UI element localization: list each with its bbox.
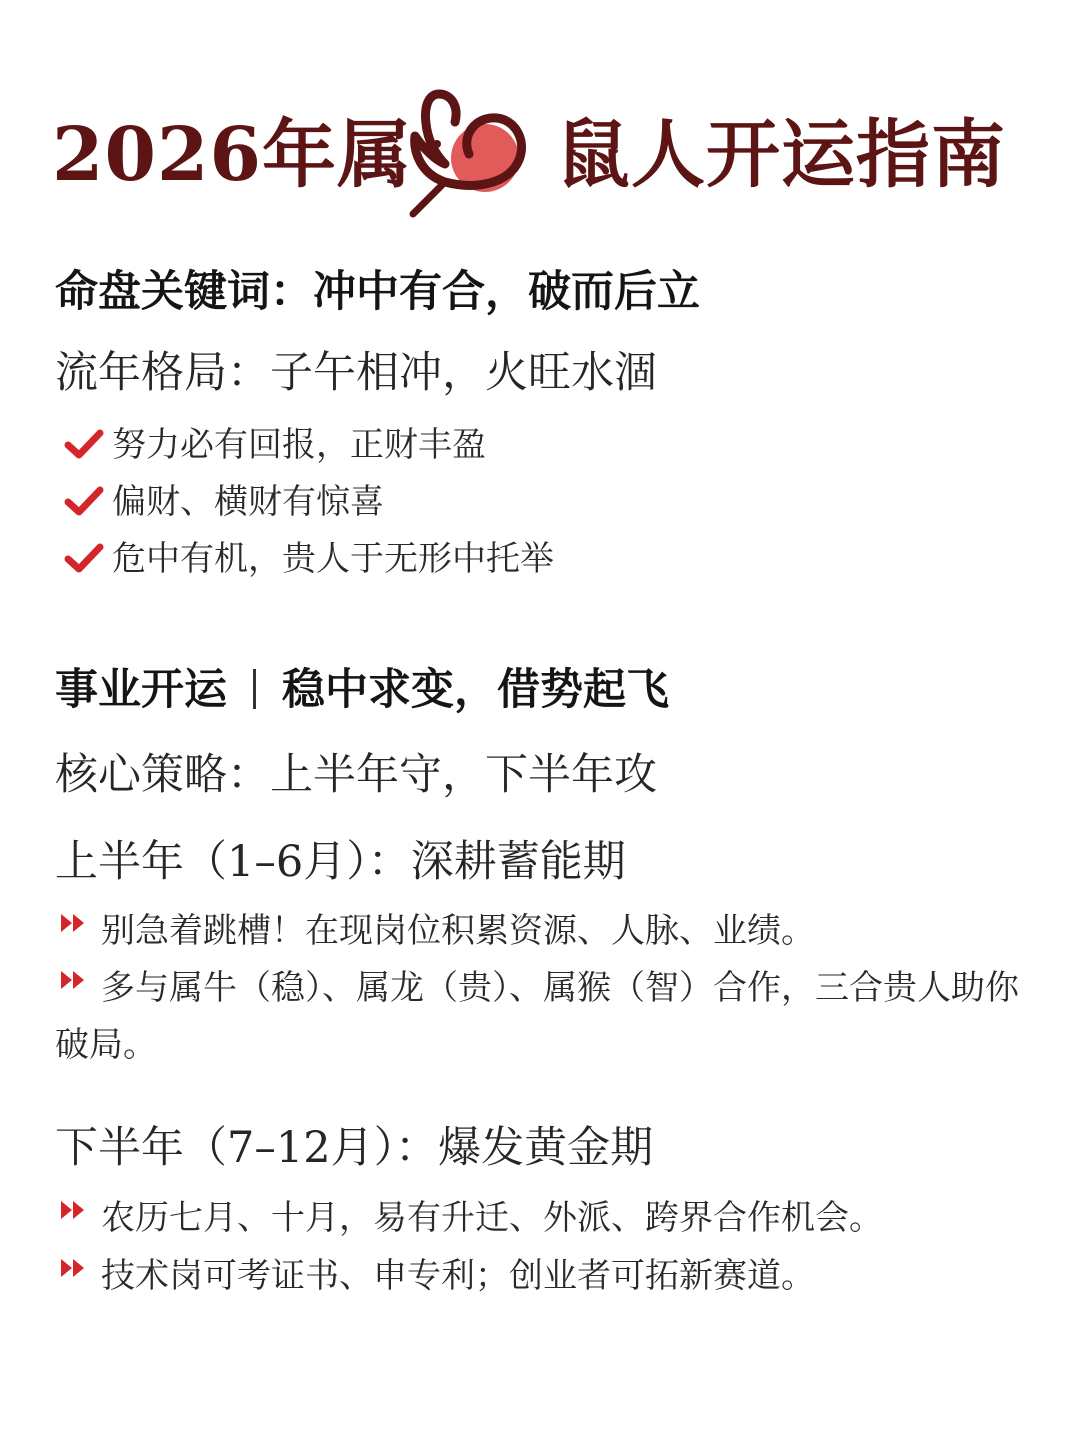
rat-zodiac-icon (405, 82, 529, 220)
double-arrow-icon (59, 969, 89, 991)
page-title-left: 2026年属 (52, 112, 412, 198)
first-half-title: 上半年（1–6月）：深耕蓄能期 (55, 837, 626, 887)
fortune-item-text: 危中有机，贵人于无形中托举 (112, 539, 554, 579)
second-half-title: 下半年（7–12月）：爆发黄金期 (55, 1123, 654, 1173)
year-pattern-line: 流年格局：子午相冲，火旺水涸 (55, 348, 657, 398)
first-half-item-text: 多与属牛（稳）、属龙（贵）、属猴（智）合作，三合贵人助你破局。 (55, 968, 1019, 1065)
career-heading (55, 660, 669, 720)
second-half-item (55, 1190, 1025, 1247)
career-heading-left: 事业开运 (55, 665, 227, 715)
first-half-item (55, 960, 1025, 1074)
double-arrow-icon (59, 1257, 89, 1279)
double-arrow-icon (59, 912, 89, 934)
page-title-right: 鼠人开运指南 (556, 112, 1006, 198)
career-heading-right: 稳中求变，借势起飞 (282, 665, 669, 715)
fortune-item (64, 420, 486, 470)
fortune-item-text: 偏财、横财有惊喜 (112, 482, 384, 522)
checkmark-icon (64, 484, 104, 518)
second-half-item (55, 1248, 1025, 1305)
fortune-item (64, 534, 554, 584)
fortune-keywords-heading: 命盘关键词：冲中有合，破而后立 (55, 267, 700, 317)
first-half-item-text: 别急着跳槽！在现岗位积累资源、人脉、业绩。 (101, 911, 815, 951)
core-strategy-line: 核心策略：上半年守，下半年攻 (55, 750, 657, 800)
checkmark-icon (64, 427, 104, 461)
fortune-item (64, 477, 384, 527)
first-half-item (55, 903, 1025, 960)
double-arrow-icon (59, 1199, 89, 1221)
second-half-item-text: 技术岗可考证书、申专利；创业者可拓新赛道。 (101, 1256, 815, 1296)
heading-divider (253, 669, 256, 709)
checkmark-icon (64, 541, 104, 575)
fortune-item-text: 努力必有回报，正财丰盈 (112, 425, 486, 465)
second-half-item-text: 农历七月、十月，易有升迁、外派、跨界合作机会。 (101, 1198, 883, 1238)
